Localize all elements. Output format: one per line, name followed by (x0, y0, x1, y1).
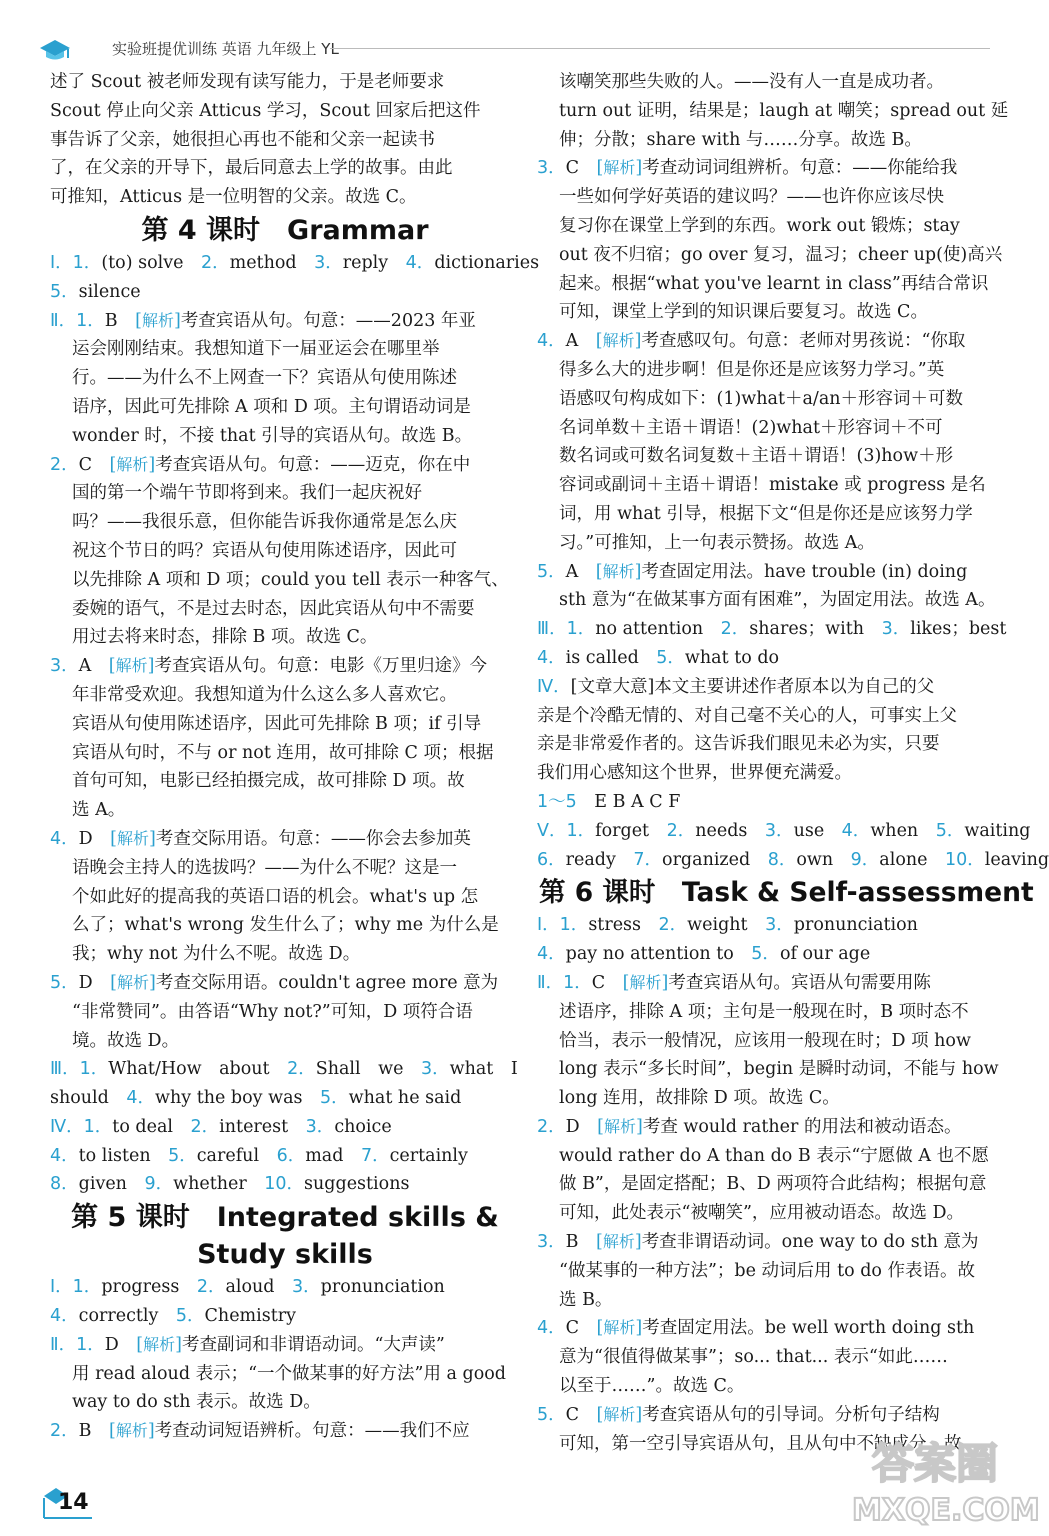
text-line: wonder 时，不接 that 引导的宾语从句。故选 B。 (72, 425, 473, 446)
text-line: 复习你在课堂上学到的东西。work out 锻炼；stay (559, 215, 960, 236)
answer-line: 1～5 E B A C F (537, 791, 681, 812)
right-column (537, 68, 1049, 1458)
text-line: Scout 停止向父亲 Atticus 学习，Scout 回家后把这件 (50, 100, 481, 121)
text-line: 述语序，排除 A 项；主句是一般现在时，B 项时态不 (559, 1001, 969, 1022)
text-line: 委婉的语气，不是过去时态，因此宾语从句中不需要 (72, 598, 475, 619)
answer-line: Ⅳ．[文章大意]本文主要讲述作者原本以为自己的父 (537, 676, 935, 697)
text-line: 语感叹句构成如下：(1)what＋a/an＋形容词＋可数 (559, 388, 964, 409)
text-line: out 夜不归宿；go over 复习，温习；cheer up(使)高兴 (559, 244, 1003, 265)
text-line: 起来。根据“what you've learnt in class”再结合常识 (559, 273, 989, 294)
answer-line: 5．A [解析]考查固定用法。have trouble (in) doing (537, 561, 968, 582)
text-line: 年非常受欢迎。我想知道为什么这么多人喜欢它。 (72, 684, 457, 705)
text-line: 事告诉了父亲，她很担心再也不能和父亲一起读书 (50, 129, 435, 150)
text-line: 一些如何学好英语的建议吗？——也许你应该尽快 (559, 187, 944, 208)
answer-line: 5．silence (50, 281, 141, 302)
text-line: 运会刚刚结束。我想知道下一届亚运会在哪里举 (72, 339, 440, 360)
answer-line: Ⅱ．1．C [解析]考查宾语从句。宾语从句需要用陈 (537, 972, 931, 993)
answer-line: 2．B [解析]考查动词短语辨析。句意：——我们不应 (50, 1421, 470, 1442)
answer-line: 2．D [解析]考查 would rather 的用法和被动语态。 (537, 1116, 962, 1137)
text-line: 祝这个节日的吗？宾语从句使用陈述语序，因此可 (72, 540, 457, 561)
answer-line: 4．pay no attention to 5．of our age (537, 944, 871, 965)
answer-line: 3．B [解析]考查非谓语动词。one way to do sth 意为 (537, 1232, 979, 1253)
text-line: 选 B。 (559, 1289, 613, 1310)
text-line: 我；why not 为什么不呢。故选 D。 (72, 944, 361, 965)
text-line: 该嘲笑那些失败的人。——没有人一直是成功者。 (559, 72, 944, 92)
header-title: 实验班提优训练 英语 九年级上 YL (112, 40, 339, 58)
text-line: 词，用 what 引导，根据下文“但是你还是应该努力学 (559, 503, 973, 524)
answer-line: should 4．why the boy was 5．what he said (50, 1088, 462, 1109)
answer-line: Ⅴ．1．forget 2．needs 3．use 4．when 5．waiting (537, 820, 1031, 841)
answer-line: Ⅰ．1．progress 2．aloud 3．pronunciation (50, 1277, 445, 1298)
answer-line: 4．D [解析]考查交际用语。句意：——你会去参加英 (50, 828, 471, 849)
text-line: 恰当，表示一般情况，应该用一般现在时；D 项 how (559, 1030, 971, 1051)
answer-line: 6．ready 7．organized 8．own 9．alone 10．leaving (537, 849, 1049, 870)
text-line: 个如此好的提高我的英语口语的机会。what's up 怎 (72, 886, 479, 907)
text-line: 国的第一个端午节即将到来。我们一起庆祝好 (72, 483, 422, 504)
text-line: 亲是非常爱作者的。这告诉我们眼见未必为实，只要 (537, 734, 940, 755)
text-line: 境。故选 D。 (72, 1030, 180, 1051)
text-line: 名词单数＋主语＋谓语！(2)what＋形容词＋不可 (559, 417, 943, 438)
lesson-heading: 第 6 课时 Task & Self-assessment (539, 877, 1034, 909)
text-line: “做某事的一种方法”；be 动词后用 to do 作表语。故 (559, 1260, 976, 1281)
answer-line: Ⅰ．1．(to) solve 2．method 3．reply 4．dictionaries (50, 252, 540, 273)
text-line: 语序，因此可先排除 A 项和 D 项。主句谓语动词是 (72, 396, 471, 417)
text-line: 宾语从句时，不与 or not 连用，故可排除 C 项；根据 (72, 742, 494, 763)
answer-line: Ⅰ．1．stress 2．weight 3．pronunciation (537, 915, 918, 936)
answer-line: 4．to listen 5．careful 6．mad 7．certainly (50, 1145, 468, 1166)
answer-line: 8．given 9．whether 10．suggestions (50, 1174, 410, 1195)
text-line: 容词或副词＋主语＋谓语！mistake 或 progress 是名 (559, 475, 986, 496)
answer-line: 3．A [解析]考查宾语从句。句意：电影《万里归途》今 (50, 656, 487, 677)
text-line: 习。”可推知，上一句表示赞扬。故选 A。 (559, 532, 875, 553)
text-line: 伸；分散；share with 与……分享。故选 B。 (559, 129, 922, 150)
answer-line: 5．C [解析]考查宾语从句的引导词。分析句子结构 (537, 1404, 940, 1425)
text-line: 语晚会主持人的选拔吗？——为什么不呢？这是一 (72, 857, 457, 878)
answer-line: 4．correctly 5．Chemistry (50, 1306, 297, 1327)
text-line: 做 B”，是固定搭配；B、D 两项符合此结构；根据句意 (559, 1174, 987, 1195)
text-line: 我们用心感知这个世界，世界便充满爱。 (537, 763, 852, 784)
text-line: “非常赞同”。由答语“Why not?”可知，D 项符合语 (72, 1001, 473, 1022)
text-line: 行。——为什么不上网查一下？宾语从句使用陈述 (72, 368, 457, 389)
text-line: 述了 Scout 被老师发现有读写能力，于是老师要求 (50, 72, 445, 92)
lesson-heading-cont: Study skills (197, 1239, 373, 1271)
answer-line: 4．C [解析]考查固定用法。be well worth doing sth (537, 1318, 975, 1339)
answer-line: Ⅱ．1．D [解析]考查副词和非谓语动词。“大声读” (50, 1334, 445, 1355)
text-line: 首句可知，电影已经拍摄完成，故可排除 D 项。故 (72, 771, 465, 792)
answer-line: Ⅲ．1．no attention 2．shares；with 3．likes；best (537, 619, 1007, 640)
text-line: 么了；what's wrong 发生什么了；why me 为什么是 (72, 915, 499, 936)
text-line: 以先排除 A 项和 D 项；could you tell 表示一种客气、 (72, 569, 509, 590)
header-rule (330, 48, 990, 49)
text-line: turn out 证明，结果是；laugh at 嘲笑；spread out 延 (559, 100, 1009, 121)
svg-text:答案圈: 答案圈 (872, 1439, 999, 1488)
watermark-logo (842, 1428, 1040, 1528)
text-line: way to do sth 表示。故选 D。 (72, 1392, 321, 1413)
text-line: would rather do A than do B 表示“宁愿做 A 也不愿 (559, 1145, 990, 1166)
lesson-heading: 第 4 课时 Grammar (141, 214, 429, 246)
text-line: 吗？——我很乐意，但你能告诉我你通常是怎么庆 (72, 512, 457, 533)
book-logo-icon (38, 34, 72, 62)
text-line: 以至于……”。故选 C。 (559, 1376, 745, 1397)
page-number: 14 (58, 1490, 89, 1515)
page-header (30, 30, 990, 64)
text-line: sth 意为“在做某事方面有困难”，为固定用法。故选 A。 (559, 590, 996, 611)
answer-line: 4．is called 5．what to do (537, 647, 780, 668)
text-line: long 表示“多长时间”，begin 是瞬时动词，不能与 how (559, 1059, 999, 1080)
answer-line: 3．C [解析]考查动词词组辨析。句意：——你能给我 (537, 158, 958, 179)
answer-line: Ⅳ．1．to deal 2．interest 3．choice (50, 1116, 392, 1137)
lesson-heading: 第 5 课时 Integrated skills & (71, 1202, 499, 1234)
answer-line: Ⅱ．1．B [解析]考查宾语从句。句意：——2023 年亚 (50, 310, 476, 331)
text-line: 宾语从句使用陈述语序，因此可先排除 B 项；if 引导 (72, 713, 482, 734)
answer-line: 2．C [解析]考查宾语从句。句意：——迈克，你在中 (50, 454, 471, 475)
text-line: 用过去将来时态，排除 B 项。故选 C。 (72, 627, 378, 648)
text-line: long 连用，故排除 D 项。故选 C。 (559, 1088, 840, 1109)
text-line: 数名词或可数名词复数＋主语＋谓语！(3)how＋形 (559, 446, 954, 467)
text-line: 可知，课堂上学到的知识课后要复习。故选 C。 (559, 302, 928, 323)
svg-text:MXQE.COM: MXQE.COM (852, 1493, 1040, 1528)
text-line: 可推知，Atticus 是一位明智的父亲。故选 C。 (50, 187, 417, 208)
text-line: 可知，第一空引导宾语从句，且从句中不缺成分，故 (559, 1433, 962, 1454)
left-column (50, 68, 540, 1446)
text-line: 用 read aloud 表示；“一个做某事的好方法”用 a good (72, 1363, 507, 1384)
answer-line: 5．D [解析]考查交际用语。couldn't agree more 意为 (50, 972, 499, 993)
text-line: 亲是个冷酷无情的、对自己毫不关心的人，可事实上父 (537, 705, 957, 726)
text-line: 可知，此处表示“被嘲笑”，应用被动语态。故选 D。 (559, 1203, 964, 1224)
text-line: 了，在父亲的开导下，最后同意去上学的故事。由此 (50, 158, 453, 179)
answer-line: Ⅲ．1．What/How about 2．Shall we 3．what I (50, 1059, 518, 1080)
answer-line: 4．A [解析]考查感叹句。句意：老师对男孩说：“你取 (537, 331, 966, 352)
text-line: 意为“很值得做某事”；so... that... 表示“如此…… (559, 1347, 948, 1368)
text-line: 得多么大的进步啊！但是你还是应该努力学习。”英 (559, 359, 945, 380)
text-line: 选 A。 (72, 800, 126, 821)
